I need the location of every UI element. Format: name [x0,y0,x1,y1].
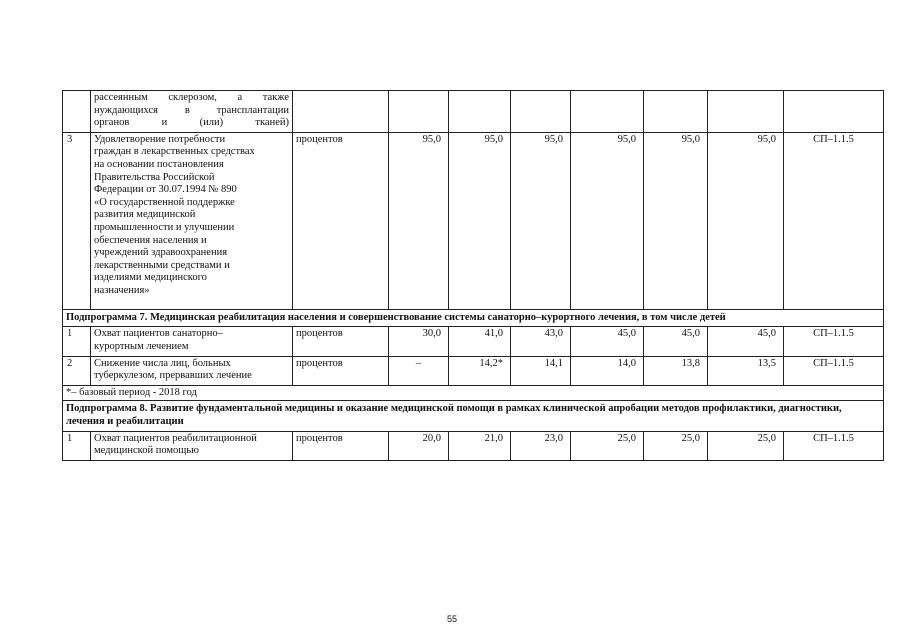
value-cell: 95,0 [708,132,784,309]
value-cell: 13,8 [644,356,708,385]
value-cell: 45,0 [644,327,708,356]
row-number-cell [63,91,91,133]
value-cell: 95,0 [449,132,511,309]
table-row [63,431,884,460]
value-cell: 23,0 [511,431,571,460]
table-row [63,132,884,309]
value-cell: 41,0 [449,327,511,356]
row-number-cell: 3 [63,132,91,309]
source-cell: СП–1.1.5 [784,132,884,309]
value-cell: – [389,356,449,385]
indicator-cell: Снижение числа лиц, больных туберкулезом, прервавших лечение [91,356,293,385]
value-cell: 95,0 [389,132,449,309]
value-cell: 95,0 [571,132,644,309]
unit-cell: процентов [293,431,389,460]
unit-cell: процентов [293,327,389,356]
value-cell: 13,5 [708,356,784,385]
value-cell: 25,0 [708,431,784,460]
source-cell: СП–1.1.5 [784,327,884,356]
indicators-table [62,90,884,461]
unit-cell: процентов [293,356,389,385]
value-cell: 45,0 [571,327,644,356]
value-cell: 14,1 [511,356,571,385]
value-cell: 30,0 [389,327,449,356]
table-row [63,356,884,385]
value-cell: 25,0 [571,431,644,460]
source-cell [784,91,884,133]
value-cell: 95,0 [511,132,571,309]
indicator-cell: Охват пациентов санаторно– курортным лечением [91,327,293,356]
source-cell: СП–1.1.5 [784,431,884,460]
row-number-cell: 1 [63,431,91,460]
indicator-cell: рассеянным склерозом, а также нуждающихся в трансплантации органов и (или) тканей) [91,91,293,133]
value-cell: 14,2* [449,356,511,385]
subprogram-header-row [63,401,884,431]
table-row [63,327,884,356]
value-cell: 43,0 [511,327,571,356]
value-cell: 45,0 [708,327,784,356]
value-cell [511,91,571,133]
table-row [63,91,884,133]
source-cell: СП–1.1.5 [784,356,884,385]
value-cell: 20,0 [389,431,449,460]
value-cell: 14,0 [571,356,644,385]
value-cell: 95,0 [644,132,708,309]
page-number: 55 [446,614,457,624]
unit-cell [293,91,389,133]
indicator-cell: Охват пациентов реабилитационной медицинской помощью [91,431,293,460]
footnote: *– базовый период - 2018 год [63,385,884,401]
value-cell [571,91,644,133]
value-cell [708,91,784,133]
indicator-cell: Удовлетворение потребности граждан в лекарственных средствах на основании постановления Правительства Российской Федерации от 30.07.1994 № 890 «О государственной поддержке развития медицинской промышленности и улучшении обеспечения населения и учреждений здравоохранения лекарственными средствами и изделиями медицинского назначения» [91,132,293,309]
value-cell [389,91,449,133]
row-number-cell: 2 [63,356,91,385]
footnote-row [63,385,884,401]
value-cell: 25,0 [644,431,708,460]
value-cell [449,91,511,133]
subprogram-7-title: Подпрограмма 7. Медицинская реабилитация населения и совершенствование системы санаторно–курортного лечения, в том числе детей [63,309,884,327]
subprogram-8-title: Подпрограмма 8. Развитие фундаментальной медицины и оказание медицинской помощи в рамках клинической апробации методов профилактики, диагностики, лечения и реабилитации [63,401,884,431]
unit-cell: процентов [293,132,389,309]
subprogram-header-row [63,309,884,327]
row-number-cell: 1 [63,327,91,356]
value-cell [644,91,708,133]
value-cell: 21,0 [449,431,511,460]
